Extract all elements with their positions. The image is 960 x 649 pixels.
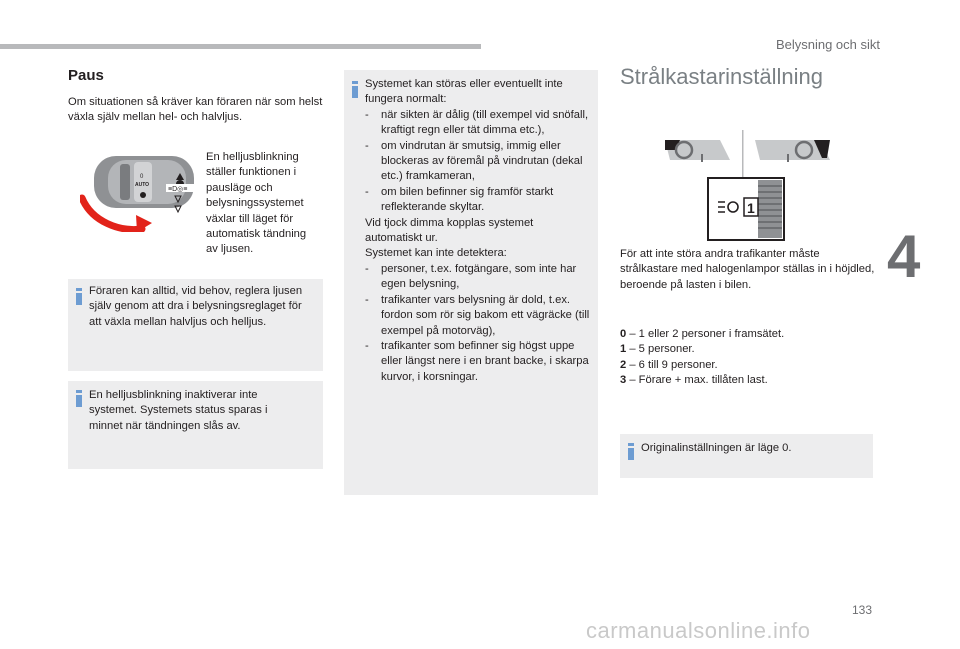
fog-note: Vid tjock dimma kopplas systemet automatiskt ur. xyxy=(365,216,534,245)
setting-row xyxy=(620,327,875,342)
paus-intro: Om situationen så kräver kan föraren när som helst växla själv mellan hel- och halvljus. xyxy=(68,96,323,124)
limitations-intro: Systemet kan störas eller eventuellt inte fungera normalt: xyxy=(365,78,563,106)
paus-heading: Paus xyxy=(68,67,104,84)
info-icon xyxy=(76,390,82,407)
setting-num: 2 xyxy=(620,358,627,371)
stalk-label-zero: 0 xyxy=(140,174,144,180)
setting-row xyxy=(620,373,875,388)
note-box-manual-control xyxy=(68,279,323,371)
setting-row xyxy=(620,358,875,373)
list-item: - om bilen befinner sig framför starkt reflekterande skyltar. xyxy=(365,185,593,216)
note-box-flash xyxy=(68,381,323,469)
list-item: - om vindrutan är smutsig, immig eller blockeras av föremål på vindrutan (dekal etc.) framkameran, xyxy=(365,139,593,185)
section-label: Belysning och sikt xyxy=(775,37,880,52)
watermark: carmanualsonline.info xyxy=(586,618,811,643)
setting-num: 0 xyxy=(620,328,627,340)
headlamp-adjust-heading: Strålkastarinställning xyxy=(620,64,823,89)
default-setting-text: Originalinställningen är läge 0. xyxy=(641,442,792,454)
info-icon xyxy=(628,443,634,460)
header-rule xyxy=(0,44,481,49)
note-box-default-setting xyxy=(620,434,873,478)
setting-num: 1 xyxy=(620,343,627,356)
paus-figure-caption: En helljusblinkning ställer funktionen i pausläge och belysningssystemet växlar till läget för automatisk tändning av ljusen. xyxy=(206,151,307,256)
page-number: 133 xyxy=(852,603,873,617)
cannot-detect-heading: Systemet kan inte detektera: xyxy=(365,247,507,260)
info-icon xyxy=(352,81,358,98)
list-item: - när sikten är dålig (till exempel vid snöfall, kraftigt regn eller tät dimma etc.), xyxy=(365,108,593,139)
note-manual-control-text: Föraren kan alltid, vid behov, reglera ljusen själv genom att dra i belysningsreglaget för att växla mellan halvljus och helljus. xyxy=(89,285,303,328)
setting-num: 3 xyxy=(620,374,627,387)
settings-list xyxy=(620,327,875,389)
limitations-text xyxy=(365,77,593,385)
note-box-limitations xyxy=(344,70,598,495)
setting-desc: – 1 eller 2 personer i framsätet. xyxy=(626,328,785,340)
list-item: - personer, t.ex. fotgängare, som inte har egen belysning, xyxy=(365,262,593,293)
headlamp-adjust-intro: För att inte störa andra trafikanter måste strålkastare med halogenlampor ställas in i höjdled, beroende på lasten i bilen. xyxy=(620,248,875,291)
setting-desc: – Förare + max. tillåten last. xyxy=(626,374,768,387)
setting-row xyxy=(620,342,875,357)
stalk-direction-arrows xyxy=(166,170,206,220)
info-icon xyxy=(76,288,82,305)
stalk-label-auto: AUTO xyxy=(135,182,150,188)
note-flash-text: En helljusblinkning inaktiverar inte systemet. Systemets status sparas i minnet när tändningen slås av. xyxy=(89,389,268,432)
undetectable-list xyxy=(365,262,593,385)
svg-text:≡D◎≡: ≡D◎≡ xyxy=(168,186,188,193)
headlamp-adjust-illustration xyxy=(662,128,834,244)
disturbance-list xyxy=(365,108,593,216)
setting-desc: – 6 till 9 personer. xyxy=(626,358,718,371)
list-item: - trafikanter som befinner sig högst uppe eller längst nere i en brant backe, i skarpa kurvor, i korsningar. xyxy=(365,339,593,385)
chapter-number: 4 xyxy=(887,223,921,290)
setting-desc: – 5 personer. xyxy=(626,343,695,356)
list-item: - trafikanter vars belysning är dold, t.ex. fordon som rör sig bakom ett vägräcke (till exempel på motorväg), xyxy=(365,293,593,339)
dial-value: 1 xyxy=(747,200,755,216)
